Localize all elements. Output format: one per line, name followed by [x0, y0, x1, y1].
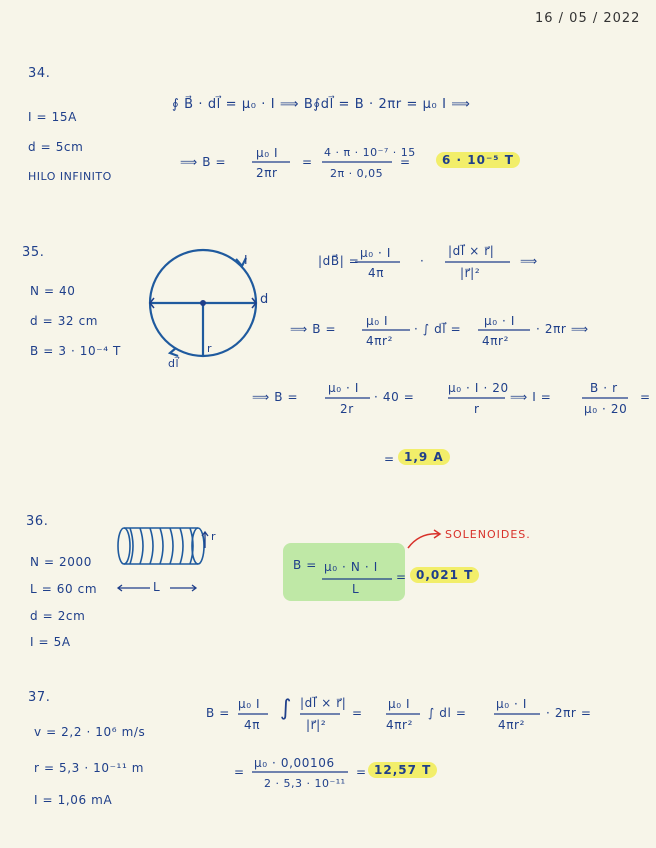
p37-l1-f2-den: |r⃗|² — [306, 718, 327, 732]
p36-formula-lhs: B = — [293, 558, 317, 572]
p35-l1-dot: · — [420, 254, 425, 268]
p34-given-distance: d = 5cm — [28, 140, 84, 154]
p35-l3-lhs: ⟹ B = — [252, 390, 299, 404]
p36-given-current: I = 5A — [30, 635, 71, 649]
solenoid-label-length: L — [153, 580, 161, 594]
p35-l3-eq: = — [640, 390, 651, 404]
p35-given-diameter: d = 32 cm — [30, 314, 99, 328]
p34-result: 6 · 10⁻⁵ T — [436, 152, 520, 168]
p35-l2-f1-num: μ₀ I — [366, 314, 389, 328]
p35-l3-f1-den: 2r — [340, 402, 354, 416]
problem-34-number: 34. — [28, 66, 51, 81]
p35-l1-f2-num: |dl⃗ × r⃗| — [448, 244, 495, 258]
p35-l3-f2-den: r — [474, 402, 480, 416]
date-header: 16 / 05 / 2022 — [535, 11, 641, 26]
p37-l1-int: ∫ — [280, 696, 292, 721]
p36-formula-den: L — [352, 582, 360, 596]
p35-l3-arrow: ⟹ I = — [510, 390, 552, 404]
p37-l2-num: μ₀ · 0,00106 — [254, 756, 335, 770]
problem-36-number: 36. — [26, 514, 49, 529]
p35-l3-mid: · 40 = — [374, 390, 415, 404]
note-arrow — [408, 534, 440, 548]
p35-l2-tail: · 2πr ⟹ — [536, 322, 589, 336]
p37-given-current: I = 1,06 mA — [34, 793, 113, 807]
solenoid-label-radius: r — [211, 530, 217, 543]
p37-l1-f1-num: μ₀ I — [238, 697, 261, 711]
p34-given-current: I = 15A — [28, 110, 77, 124]
p34-eq2: = — [400, 155, 411, 169]
p37-l2-eq: = — [356, 765, 367, 779]
p35-l2-mid: · ∫ dl⃗ = — [414, 322, 462, 336]
p35-l2-f2-den: 4πr² — [482, 334, 510, 348]
p34-frac2-num: 4 · π · 10⁻⁷ · 15 — [324, 146, 416, 159]
p36-result: 0,021 T — [410, 567, 479, 583]
p35-l2-f2-num: μ₀ · I — [484, 314, 516, 328]
problem-35-number: 35. — [22, 245, 45, 260]
p34-eq: = — [302, 155, 313, 169]
p37-l1-int2: ∫ dl = — [428, 706, 467, 720]
p36-eq: = — [396, 570, 407, 584]
p35-l2-f1-den: 4πr² — [366, 334, 394, 348]
p37-l1-f2-num: |dl⃗ × r⃗| — [300, 696, 347, 710]
p37-l2-lhs: = — [234, 765, 245, 779]
p37-l1-f3-num: μ₀ I — [388, 697, 411, 711]
p35-l3-f3-den: μ₀ · 20 — [584, 402, 628, 416]
p35-l1-f2-den: |r⃗|² — [460, 266, 481, 280]
p34-ampere-law: ∮ B⃗ · dl⃗ = μ₀ · I ⟹ B∮dl⃗ = B · 2πr = μ₀ I ⟹ — [172, 97, 471, 112]
p34-frac2-den: 2π · 0,05 — [330, 167, 384, 180]
fraction-bars — [238, 162, 628, 772]
p36-given-turns: N = 2000 — [30, 555, 92, 569]
p37-l1-f3-den: 4πr² — [386, 718, 414, 732]
solenoides-note: SOLENOIDES. — [445, 528, 531, 541]
p37-result: 12,57 T — [368, 762, 437, 778]
p37-l1-f4-den: 4πr² — [498, 718, 526, 732]
p34-line2-prefix: ⟹ B = — [180, 155, 227, 169]
p35-given-field: B = 3 · 10⁻⁴ T — [30, 344, 121, 358]
p35-l1-lhs: |dB⃗| = — [318, 254, 360, 268]
p34-frac1-num: μ₀ I — [256, 146, 279, 160]
p37-given-radius: r = 5,3 · 10⁻¹¹ m — [34, 761, 145, 775]
p36-formula-num: μ₀ · N · I — [324, 560, 378, 574]
p37-l2-den: 2 · 5,3 · 10⁻¹¹ — [264, 777, 346, 790]
p37-l1-lhs: B = — [206, 706, 230, 720]
p34-given-wire: HILO INFINITO — [28, 170, 112, 183]
p36-given-diameter: d = 2cm — [30, 609, 86, 623]
problem-37-number: 37. — [28, 690, 51, 705]
p35-given-turns: N = 40 — [30, 284, 76, 298]
solenoid-figure — [118, 528, 204, 564]
p37-given-velocity: v = 2,2 · 10⁶ m/s — [34, 725, 146, 739]
p35-l1-f1-den: 4π — [368, 266, 385, 280]
p35-l1-arrow: ⟹ — [520, 254, 538, 268]
p35-result: 1,9 A — [398, 449, 450, 465]
loop-center — [200, 300, 206, 306]
fig-label-current: I — [244, 253, 249, 267]
p35-l1-f1-num: μ₀ · I — [360, 246, 392, 260]
p37-l1-eq: = — [352, 706, 363, 720]
p36-given-length: L = 60 cm — [30, 582, 98, 596]
fig-label-diameter: d — [260, 292, 269, 307]
p37-l1-f4-num: μ₀ · I — [496, 697, 528, 711]
p35-l3-f2-num: μ₀ · I · 20 — [448, 381, 509, 395]
p37-l1-tail: · 2πr = — [546, 706, 592, 720]
fig-label-radius: r — [207, 342, 213, 355]
p34-frac1-den: 2πr — [256, 166, 278, 180]
p35-l3-f3-num: B · r — [590, 381, 618, 395]
p35-l2-lhs: ⟹ B = — [290, 322, 337, 336]
p35-l4-eq: = — [384, 452, 395, 466]
p37-l1-f1-den: 4π — [244, 718, 261, 732]
p35-l3-f1-num: μ₀ · I — [328, 381, 360, 395]
fig-label-dl: dl⃗ — [168, 357, 180, 370]
